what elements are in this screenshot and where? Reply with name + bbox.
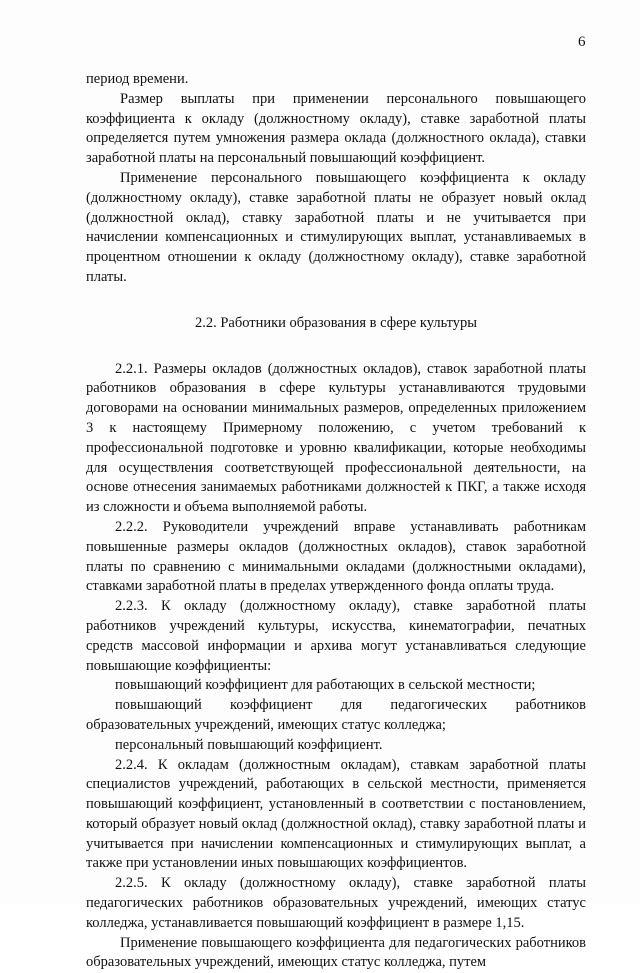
page-number: 6 xyxy=(578,34,586,50)
paragraph-2-2-1: 2.2.1. Размеры окладов (должностных окладов), ставок заработной платы работников образования в сфере культуры устанавливаются трудовыми договорами на основании минимальных размеров, определенных приложением 3 к настоящему Примерному положению, с учетом требований к профессиональной подготовке и уровню квалификации, которые необходимы для осуществления соответствующей профессиональной деятельности, на основе отнесения занимаемых работниками должностей к ПКГ, а также исходя из сложности и объема выполняемой работы. xyxy=(86,360,586,516)
document-body xyxy=(86,70,586,973)
paragraph-continuation: период времени. xyxy=(86,71,189,87)
paragraph-personal-coefficient: Применение персонального повышающего коэффициента к окладу (должностному окладу), ставке заработной платы не образует новый оклад (должностной оклад), ставку заработной платы и не учитывается при начислении компенсационных и стимулирующих выплат, устанавливаемых в процентном отношении к окладу (должностному окладу), ставке заработной платы. xyxy=(86,169,586,285)
paragraph-2-2-4: 2.2.4. К окладам (должностным окладам), ставкам заработной платы специалистов учреждений, работающих в сельской местности, применяется повышающий коэффициент, установленный в соответствии с постановлением, который образует новый оклад (должностной оклад), ставку заработной платы и учитывается при начислении компенсационных и стимулирующих выплат, а также при установлении иных повышающих коэффициентов. xyxy=(86,756,586,872)
list-item-personal-coefficient: персональный повышающий коэффициент. xyxy=(115,736,383,753)
section-heading: 2.2. Работники образования в сфере культуры xyxy=(194,314,478,331)
list-item-college-coefficient: повышающий коэффициент для педагогических работников образовательных учреждений, имеющих статус колледжа; xyxy=(86,697,586,733)
paragraph-2-2-3: 2.2.3. К окладу (должностному окладу), ставке заработной платы работников учреждений культуры, искусства, кинематографии, печатных средств массовой информации и архива могут устанавливаться следующие повышающие коэффициенты: xyxy=(86,598,586,674)
paragraph-2-2-2: 2.2.2. Руководители учреждений вправе устанавливать работникам повышенные размеры окладов (должностных окладов), ставок заработной платы по сравнению с минимальными окладами (должностными окладами), ставками заработной платы в пределах утвержденного фонда оплаты труда. xyxy=(86,518,586,595)
paragraph-2-2-5: 2.2.5. К окладу (должностному окладу), ставке заработной платы педагогических работников образовательных учреждений, имеющих статус колледжа, устанавливается повышающий коэффициент в размере 1,15. xyxy=(86,875,586,931)
list-item-rural-coefficient: повышающий коэффициент для работающих в сельской местности; xyxy=(115,677,536,694)
paragraph-college-coefficient-application: Применение повышающего коэффициента для педагогических работников образовательных учреждений, имеющих статус колледжа, путем xyxy=(86,934,586,971)
paragraph-payment-size: Размер выплаты при применении персонального повышающего коэффициента к окладу (должностному окладу), ставке заработной платы определяется путем умножения размера оклада (должностного оклада), ставки заработной платы на персональный повышающий коэффициент. xyxy=(86,90,586,167)
